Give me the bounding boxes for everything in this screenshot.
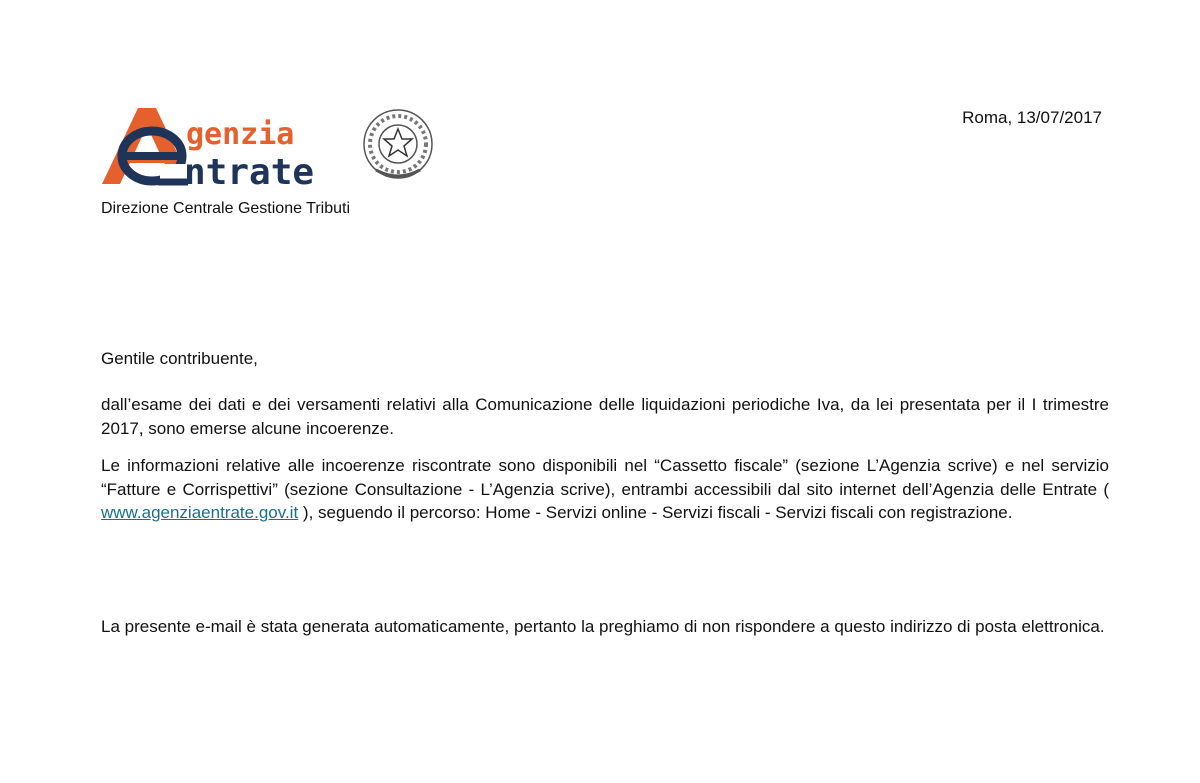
paragraph-information xyxy=(101,454,1109,525)
logo-graphic xyxy=(100,104,440,190)
department-name: Direzione Centrale Gestione Tributi xyxy=(101,200,351,217)
paragraph-auto-generated-notice: La presente e-mail è stata generata automaticamente, pertanto la preghiamo di non rispondere a questo indirizzo di posta elettronica. xyxy=(101,617,1105,636)
salutation: Gentile contribuente, xyxy=(101,349,258,368)
logo-word-agenzia: genzia xyxy=(186,117,295,152)
paragraph-incoherences: dall’esame dei dati e dei versamenti relativi alla Comunicazione delle liquidazioni periodiche Iva, da lei presentata per il I trimestre 2017, sono emerse alcune incoerenze. xyxy=(101,395,1109,438)
paragraph-information-text-end: ), seguendo il percorso: Home - Servizi online - Servizi fiscali - Servizi fiscali con registrazione. xyxy=(298,503,1013,522)
paragraph-information-text-start: Le informazioni relative alle incoerenze riscontrate sono disponibili nel “Cassetto fiscale” (sezione L’Agenzia scrive) e nel servizio “Fatture e Corrispettivi” (sezione Consultazione - L’Agenzia scrive), entrambi accessibili dal sito internet dell’Agenzia delle Entrate ( xyxy=(101,456,1109,499)
agenzia-website-link[interactable]: www.agenziaentrate.gov.it xyxy=(101,503,299,522)
agenzia-entrate-logo xyxy=(100,104,440,190)
letter-date: Roma, 13/07/2017 xyxy=(962,108,1102,127)
italian-republic-emblem-icon xyxy=(364,110,432,178)
logo-word-entrate: ntrate xyxy=(184,152,315,190)
